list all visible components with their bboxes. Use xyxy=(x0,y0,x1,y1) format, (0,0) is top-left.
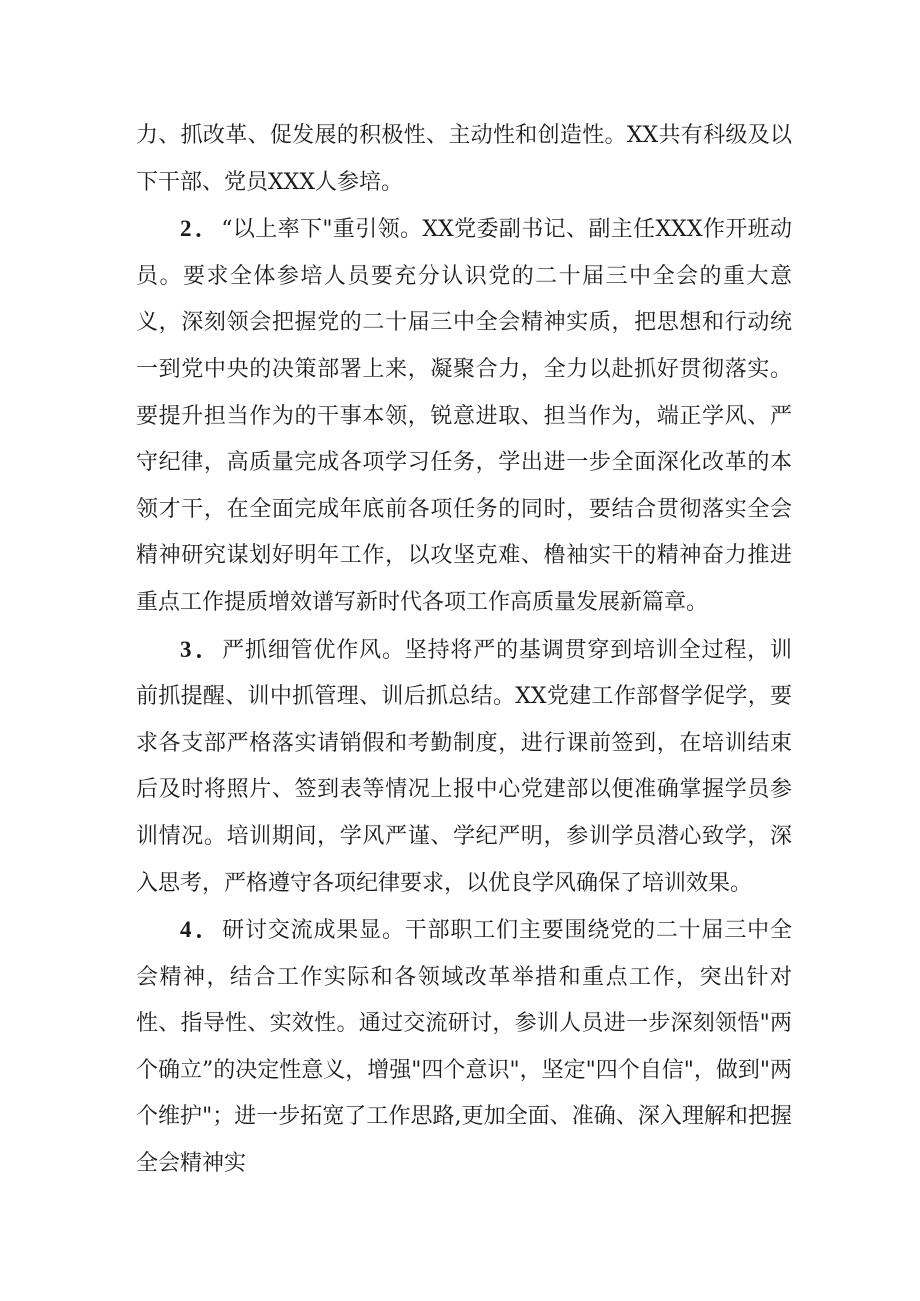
paragraph-item-3 xyxy=(136,627,792,908)
paragraph-item-4 xyxy=(136,907,792,1188)
paragraph-text: “以上率下"重引领。XX党委副书记、副主任XXX作开班动员。要求全体参培人员要充分认识党的二十届三中全会的重大意义，深刻领会把握党的二十届三中全会精神实质，把思想和行动统一到党中央的决策部署上来，凝聚合力，全力以赴抓好贯彻落实。要提升担当作为的干事本领，锐意进取、担当作为，端正学风、严守纪律，高质量完成各项学习任务，学出进一步全面深化改革的本领才干，在全面完成年底前各项任务的同时，要结合贯彻落实全会精神研究谋划好明年工作，以攻坚克难、橹袖实干的精神奋力推进重点工作提质增效谱写新时代各项工作高质量发展新篇章。 xyxy=(136,217,793,615)
paragraph-text: 力、抓改革、促发展的积极性、主动性和创造性。XX共有科级及以下干部、党员XXX人参培。 xyxy=(136,123,792,195)
document-body xyxy=(136,113,792,1188)
paragraph-number: 2． xyxy=(180,216,222,242)
paragraph-number: 4． xyxy=(180,917,223,943)
paragraph-text: 研讨交流成果显。干部职工们主要围绕党的二十届三中全会精神，结合工作实际和各领域改革举措和重点工作，突出针对性、指导性、实效性。通过交流研讨，参训人员进一步深刻领悟"两个确立”的决定性意义，增强"四个意识"，坚定"四个自信"，做到"两个维护"；进一步拓宽了工作思路,更加全面、准确、深入理解和把握全会精神实 xyxy=(136,918,792,1177)
paragraph-item-2 xyxy=(136,206,792,626)
paragraph-continuation xyxy=(136,113,792,206)
paragraph-text: 严抓细管优作风。坚持将严的基调贯穿到培训全过程，训前抓提醒、训中抓管理、训后抓总结。XX党建工作部督学促学，要求各支部严格落实请销假和考勤制度，进行课前签到，在培训结束后及时将照片、签到表等情况上报中心党建部以便准确掌握学员参训情况。培训期间，学风严谨、学纪严明，参训学员潜心致学，深入思考，严格遵守各项纪律要求，以优良学风确保了培训效果。 xyxy=(136,637,792,896)
paragraph-number: 3． xyxy=(180,636,223,662)
